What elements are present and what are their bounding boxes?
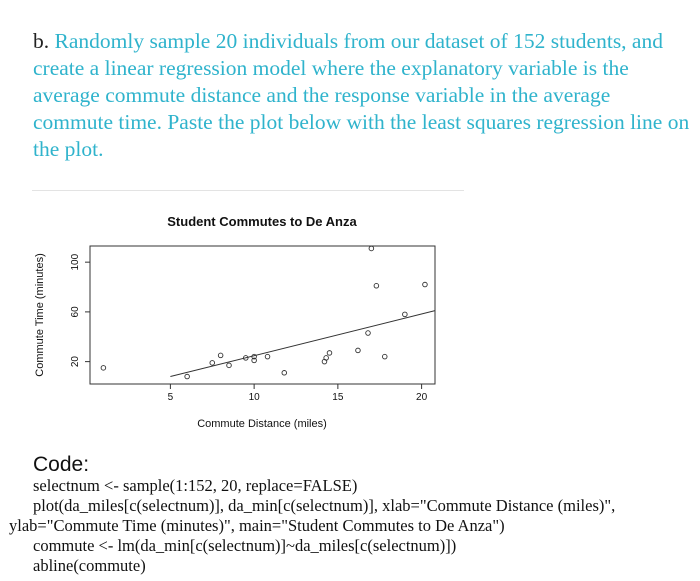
data-point: [382, 354, 387, 359]
data-point: [210, 361, 215, 366]
question-label: b.: [33, 29, 50, 53]
x-tick-label: 15: [332, 392, 344, 403]
scatter-plot: [0, 200, 460, 440]
data-point: [403, 312, 408, 317]
x-tick-label: 20: [416, 392, 428, 403]
code-line-2: plot(da_miles[c(selectnum)], da_min[c(selectnum)], xlab="Commute Distance (miles)",: [33, 496, 616, 515]
x-axis: [168, 384, 428, 403]
y-axis: [70, 253, 90, 367]
y-tick-label: 60: [70, 306, 81, 318]
y-tick-label: 100: [70, 253, 81, 271]
data-point: [218, 353, 223, 358]
y-axis-label: Commute Time (minutes): [34, 253, 46, 377]
data-point: [227, 363, 232, 368]
code-line-1: selectnum <- sample(1:152, 20, replace=FALSE): [33, 476, 358, 495]
x-tick-label: 5: [167, 392, 174, 403]
data-point: [374, 283, 379, 288]
chart-title: Student Commutes to De Anza: [167, 214, 357, 229]
y-tick-label: 20: [70, 356, 81, 368]
plot-area: [90, 246, 435, 384]
data-point: [356, 348, 361, 353]
data-point: [366, 331, 371, 336]
data-point: [185, 374, 190, 379]
data-point: [282, 371, 287, 376]
question-text: [33, 28, 693, 163]
data-point: [265, 354, 270, 359]
code-line-5: abline(commute): [33, 556, 146, 575]
code-line-4: commute <- lm(da_min[c(selectnum)]~da_miles[c(selectnum)]): [33, 536, 457, 555]
code-title: Code:: [33, 453, 90, 476]
data-point: [327, 351, 332, 356]
data-point: [369, 246, 374, 251]
divider: [32, 190, 464, 191]
data-point: [101, 366, 106, 371]
x-axis-label: Commute Distance (miles): [197, 418, 327, 430]
data-points: [101, 246, 427, 379]
x-tick-label: 10: [248, 392, 260, 403]
question-body: Randomly sample 20 individuals from our dataset of 152 students, and create a linear regression model where the explanatory variable is the average commute distance and the response variable in the average commute time. Paste the plot below with the least squares regression line on the plot.: [33, 29, 690, 161]
regression-line: [170, 311, 435, 377]
data-point: [423, 282, 428, 287]
code-line-3: ylab="Commute Time (minutes)", main="Student Commutes to De Anza"): [9, 516, 505, 535]
